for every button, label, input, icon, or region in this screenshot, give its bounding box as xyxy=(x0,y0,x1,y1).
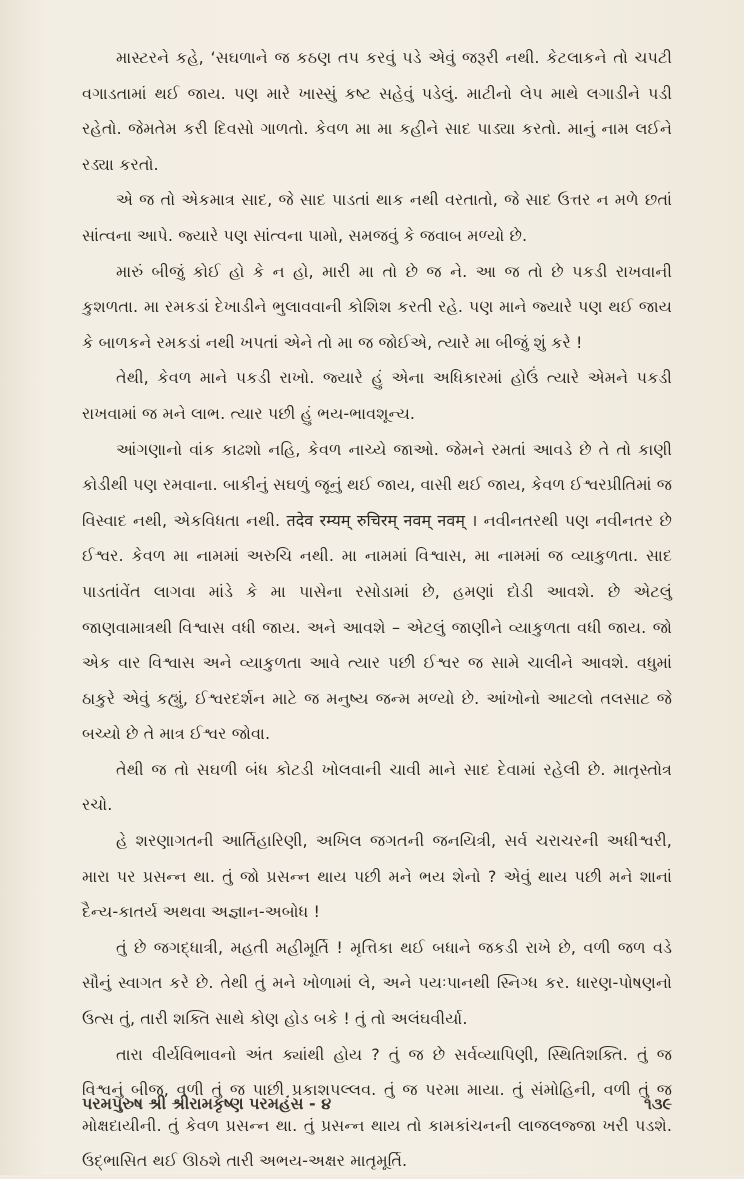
paragraph: તેથી જ તો સઘળી બંધ કોટડી ખોલવાની ચાવી માને સાદ દેવામાં રહેલી છે. માતૃસ્તોત્ર રચો. xyxy=(82,759,672,815)
running-footer-title: પરમપુરુષ શ્રી શ્રીરામકૃષ્ણ પરમહંસ - ૪ xyxy=(82,1094,332,1113)
page-number: ૧૩૯ xyxy=(644,1094,672,1113)
paragraph: તું છે જગદ્ધાત્રી, મહતી મહીમૂર્તિ ! મૃત્તિકા થઈ બધાને જકડી રાખે છે, વળી જળ વડે સૌનું સ્વાગત કરે છે. તેથી તું મને ખોળામાં લે, અને પયઃપાનથી સ્નિગ્ધ કર. ધારણ-પોષણનો ઉત્સ તું, તારી શક્તિ સાથે કોણ હોડ બકે ! તું તો અલંઘવીર્યા. xyxy=(82,937,672,1029)
paragraph: માસ્ટરને કહે, ‘સઘળાને જ કઠણ તપ કરવું પડે એવું જરૂરી નથી. કેટલાકને તો ચપટી વગાડતામાં થઈ જાય. પણ મારે ખાસ્સું કષ્ટ સહેવું પડેલું. માટીનો લેપ માથે લગાડીને પડી રહેતો. જેમતેમ કરી દિવસો ગાળતો. કેવળ મા મા કહીને સાદ પાડ્યા કરતો. માનું નામ લઈને રડ્યા કરતો. xyxy=(82,48,672,174)
paragraph: તેથી, કેવળ માને પકડી રાખો. જ્યારે હું એના અધિકારમાં હોઉં ત્યારે એમને પકડી રાખવામાં જ મને લાભ. ત્યાર પછી હું ભય-ભાવશૂન્ય. xyxy=(82,368,672,423)
page-footer xyxy=(82,1090,672,1120)
body-text xyxy=(82,40,672,1179)
paragraph: આંગણાનો વાંક કાઢશો નહિ, કેવળ નાચ્યે જાઓ. જેમને રમતાં આવડે છે તે તો કાણી કોડીથી પણ રમવાના. બાકીનું સઘળું જૂનું થઈ જાય, વાસી થઈ જાય, કેવળ ઈશ્વરપ્રીતિમાં જ વિસ્વાદ નથી, એકવિધતા નથી. तदेव रम्यम् रुचिरम् नवम् नवम् । નવીનતરથી પણ નવીનતર છે ઈશ્વર. કેવળ મા નામમાં અરુચિ નથી. મા નામમાં વિશ્વાસ, મા નામમાં જ વ્યાકુળતા. સાદ પાડતાંવેંત લાગવા માંડે કે મા પાસેના રસોડામાં છે, હમણાં દોડી આવશે. છે એટલું જાણવામાત્રથી વિશ્વાસ વધી જાય. અને આવશે – એટલું જાણીને વ્યાકુળતા વધી જાય. જો એક વાર વિશ્વાસ અને વ્યાકુળતા આવે ત્યાર પછી ઈશ્વર જ સામે ચાલીને આવશે. વધુમાં ઠાકુરે એવું કહ્યું, ઈશ્વરદર્શન માટે જ મનુષ્ય જન્મ મળ્યો છે. આંખોનો આટલો તલસાટ જે બચ્યો છે તે માત્ર ઈશ્વર જોવા. xyxy=(82,439,672,744)
paragraph: એ જ તો એકમાત્ર સાદ, જે સાદ પાડતાં થાક નથી વરતાતો, જે સાદ ઉત્તર ન મળે છતાં સાંત્વના આપે. જ્યારે પણ સાંત્વના પામો, સમજવું કે જવાબ મળ્યો છે. xyxy=(82,190,672,245)
paragraph: મારું બીજું કોઈ હો કે ન હો, મારી મા તો છે જ ને. આ જ તો છે પકડી રાખવાની કુશળતા. મા રમકડાં દેખાડીને ભુલાવવાની કોશિશ કરતી રહે. પણ માને જ્યારે પણ થઈ જાય કે બાળકને રમકડાં નથી ખપતાં એને તો મા જ જોઈએ, ત્યારે મા બીજું શું કરે ! xyxy=(82,261,672,352)
paragraph: હે શરણાગતની આર્તિહારિણી, અખિલ જગતની જનયિત્રી, સર્વ ચરાચરની અધીશ્વરી, મારા પર પ્રસન્ન થા. તું જો પ્રસન્ન થાય પછી મને ભય શેનો ? એવું થાય પછી મને શાનાં દૈન્ય-કાતર્ય અથવા અજ્ઞાન-અબોધ ! xyxy=(82,831,672,922)
paragraph: તારા વીર્યવિભાવનો અંત ક્યાંથી હોય ? તું જ છે સર્વવ્યાપિણી, સ્થિતિશક્તિ. તું જ વિશ્વનું બીજ, વળી તું જ પાછી પ્રકાશપલ્લવ. તું જ પરમા માયા. તું સંમોહિની, વળી તું જ મોક્ષદાયીની. તું કેવળ પ્રસન્ન થા. તું પ્રસન્ન થાય તો કામકાંચનની લાજલજ્જા ખરી પડશે. ઉદ્ભાસિત થઈ ઊઠશે તારી અભય-અક્ષર માતૃમૂર્તિ. xyxy=(82,1044,672,1171)
